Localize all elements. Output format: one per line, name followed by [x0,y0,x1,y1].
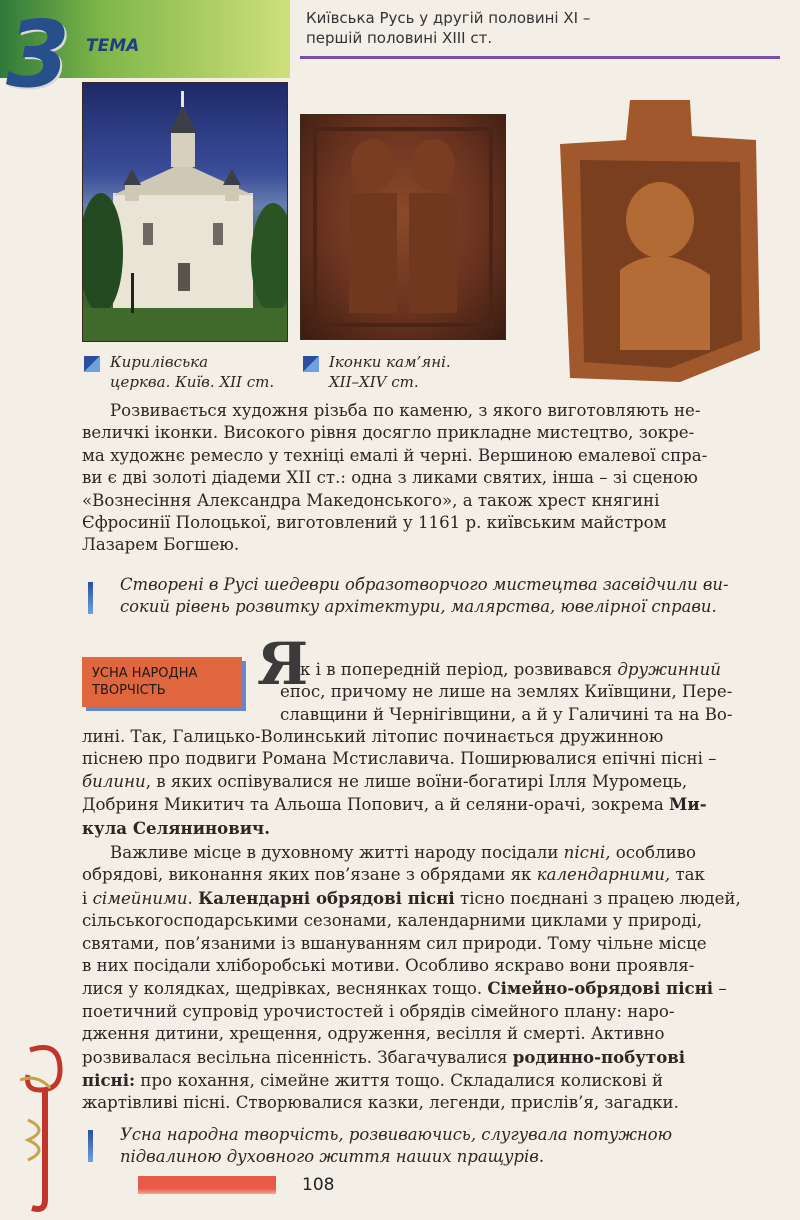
text-line [82,864,776,886]
church-illustration [83,83,287,341]
icons-illustration [301,115,505,339]
ornament-illustration [20,1040,70,1215]
summary-note-folk [120,1124,776,1169]
text-line: Єфросинії Полоцької, виготовлений у 1161 р. київським майстром [82,513,667,533]
note-line: Усна народна творчість, розвиваючись, слугувала потужною [120,1125,673,1144]
summary-note-art [120,574,776,619]
text-line [82,887,776,910]
text-run: і [82,888,93,908]
text-run: . [187,888,199,908]
ornament-decoration [20,1040,70,1215]
text-run: тісно поєднані з працею людей, [454,888,741,908]
relief-icon-photo [560,100,760,382]
text-line: в них посідали хліборобські мотиви. Особливо яскраво вони проявля- [82,956,695,976]
text-run: Добриня Микитич та Альоша Попович, а й селяни-орачі, зокрема [82,795,670,815]
text-line: ви є дві золоті діадеми XII ст.: одна з ликами святих, інша – зі сценою [82,468,698,488]
stone-icons-photo [300,114,506,340]
text-run: особливо [610,843,696,862]
header-rule [300,56,780,59]
page-number: 108 [302,1175,335,1195]
section-label-line1: УСНА НАРОДНА [92,666,198,681]
text-run: про кохання, сімейне життя тощо. Складалися колискові й [135,1071,664,1091]
church-caption-line2: церква. Київ. XII ст. [110,373,275,391]
relief-illustration [560,100,760,382]
running-title-line2: першій половині XIII ст. [306,29,493,47]
paragraph-songs [82,842,776,1115]
text-line: лині. Так, Галицько-Волинський літопис починається дружинною [82,727,664,746]
text-line: поетичний супровід урочистостей і обрядів сімейного плану: наро- [82,1001,675,1021]
text-line [82,817,776,840]
text-run: к і в попередній період, розвивався [300,660,618,679]
text-line: величкі іконки. Високого рівня досягло прикладне мистецтво, зокре- [82,423,695,443]
icons-caption [329,352,519,392]
text-run: обрядові, виконання яких пов’язане з обрядами як [82,865,537,885]
text-run: – [713,979,727,999]
text-run: , в яких оспівувалися не лише воїни-богатирі Ілля Муромець, [145,771,688,791]
drop-cap: Я [257,630,309,698]
text-line [82,793,776,816]
italic-term: сімейними [92,888,188,908]
italic-term: билини [82,771,146,791]
bold-term: Сімейно-обрядові пісні [487,978,714,999]
text-line: епос, причому не лише на землях Київщини, Пере- [280,682,733,702]
text-line: Лазарем Богшею. [82,535,240,555]
text-line: славщини й Чернігівщини, а й у Галичині та на Во- [280,704,733,724]
icons-caption-line2: XII–XIV ст. [329,373,419,391]
paragraph-epic [280,659,776,726]
bold-term: Ми- [669,794,707,815]
text-line [82,977,776,1000]
text-line: дження дитини, хрещення, одруження, весілля й смерті. Активно [82,1024,665,1044]
text-line: святами, пов’язаними із вшануванням сил природи. Тому чільне місце [82,933,707,953]
text-line: ма художнє ремесло у техніці емалі й черні. Вершиною емалевої спра- [82,445,708,465]
bold-term: родинно-побутові [512,1046,686,1067]
text-line: Розвивається художня різьба по каменю, з якого виготовляють не- [110,401,701,420]
text-line [82,842,776,864]
note-line: Створені в Русі шедеври образотворчого мистецтва засвідчили ви- [120,575,729,594]
note-bar [88,582,93,614]
text-line [300,659,776,681]
section-label-line2: ТВОРЧІСТЬ [92,683,166,698]
text-line: «Вознесіння Александра Македонського», а також хрест княгині [82,490,660,510]
topic-number: 3 [6,1,71,108]
caption-marker [303,356,319,372]
bold-term: Календарні обрядові пісні [198,887,455,908]
text-line: піснею про подвиги Романа Мстиславича. Поширювалися епічні пісні – [82,749,717,769]
text-run: розвивалася весільна пісенність. Збагачувалися [82,1047,513,1067]
italic-term: дружинний [617,660,721,679]
note-line: підвалиною духовного життя наших пращурів. [120,1147,545,1167]
church-caption [110,352,300,392]
bold-term: кула Селянинович. [82,817,270,838]
italic-term: пісні, [563,843,611,862]
section-label-folk-art [82,657,242,707]
text-run: лися у колядках, щедрівках, веснянках тощо. [82,979,488,999]
caption-marker [84,356,100,372]
text-line: жартівливі пісні. Створювалися казки, легенди, прислів’я, загадки. [82,1093,679,1113]
running-title [306,8,626,48]
note-bar [88,1130,93,1162]
icons-caption-line1: Іконки кам’яні. [329,353,451,371]
topic-label: ТЕМА [86,36,140,56]
bold-term: пісні: [82,1070,136,1091]
text-line [82,771,776,793]
church-caption-line1: Кирилівська [110,353,209,371]
text-run: так [670,865,705,885]
paragraph-epic-cont [82,726,776,840]
running-title-line1: Київська Русь у другій половині XI – [306,9,591,27]
italic-term: календарними, [536,865,671,885]
text-line [82,1069,776,1092]
note-line: сокий рівень розвитку архітектури, малярства, ювелірної справи. [120,597,717,617]
text-line [82,1046,776,1069]
text-line: сільськогосподарськими сезонами, календарними циклами у природі, [82,911,702,931]
paragraph-carving [82,400,776,557]
text-run: Важливе місце в духовному житті народу посідали [110,843,564,862]
church-photo [82,82,288,342]
footer-bar [138,1176,276,1194]
